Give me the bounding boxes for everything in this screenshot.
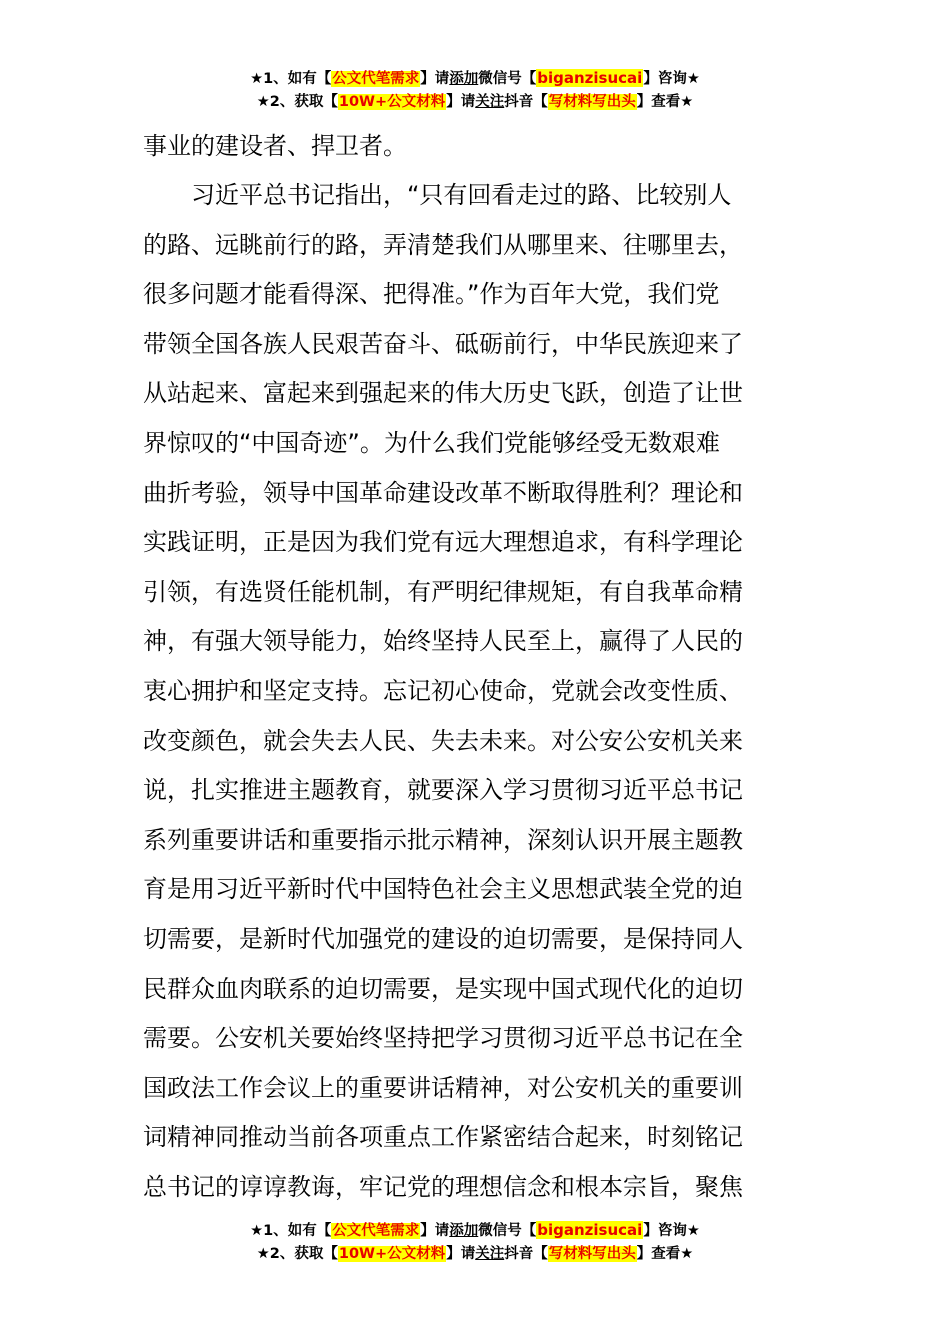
- highlight-writing-service: 公文代笔需求: [332, 1223, 420, 1239]
- banner-line-2: [0, 90, 950, 114]
- text-line: 曲折考验，领导中国革命建设改革不断取得胜利？理论和: [143, 478, 743, 507]
- banner-line-1: [0, 1218, 950, 1242]
- highlight-materials: 10W+公文材料: [338, 1246, 446, 1262]
- highlight-douyin-account: 写材料写出头: [548, 94, 636, 110]
- text-line: 事业的建设者、捍卫者。: [143, 132, 407, 160]
- banner-text: 抖音【: [504, 94, 548, 110]
- text-line: 需要。公安机关要始终坚持把学习贯彻习近平总书记在全: [143, 1024, 743, 1053]
- text-line: 国政法工作会议上的重要讲话精神，对公安机关的重要训: [143, 1073, 743, 1102]
- text-line: 引领，有选贤任能机制，有严明纪律规矩，有自我革命精: [143, 577, 743, 606]
- text-line: 从站起来、富起来到强起来的伟大历史飞跃，创造了让世: [143, 379, 743, 408]
- banner-line-1: [0, 66, 950, 90]
- text-line: 育是用习近平新时代中国特色社会主义思想武装全党的迫: [143, 875, 743, 904]
- banner-text: 微信号【: [478, 1223, 537, 1239]
- header-banner: [0, 66, 950, 114]
- banner-text: ★1、如有【: [250, 71, 332, 87]
- banner-text: 】查看★: [636, 1246, 694, 1262]
- footer-banner: [0, 1218, 950, 1266]
- text-line: 总书记的谆谆教诲，牢记党的理想信念和根本宗旨，聚焦: [143, 1172, 743, 1201]
- banner-text: ★1、如有【: [250, 1223, 332, 1239]
- text-line: 切需要，是新时代加强党的建设的迫切需要，是保持同人: [143, 924, 743, 953]
- highlight-wechat-id: biganzisucai: [537, 69, 643, 87]
- banner-text: ★2、获取【: [256, 1246, 338, 1262]
- banner-text: 微信号【: [478, 71, 537, 87]
- text-line: 习近平总书记指出，“只有回看走过的路、比较别人: [143, 181, 732, 209]
- text-line: 系列重要讲话和重要指示批示精神，深刻认识开展主题教: [143, 825, 743, 854]
- banner-text: 】请: [446, 1246, 476, 1262]
- text-line: 界惊叹的“中国奇迹”。为什么我们党能够经受无数艰难: [143, 428, 720, 457]
- text-line: 实践证明，正是因为我们党有远大理想追求，有科学理论: [143, 528, 743, 557]
- text-line: 的路、远眺前行的路，弄清楚我们从哪里来、往哪里去，: [143, 230, 743, 259]
- text-line: 衷心拥护和坚定支持。忘记初心使命，党就会改变性质、: [143, 676, 743, 705]
- banner-emphasis: 添加: [449, 71, 479, 87]
- body-paragraph-continuation: [143, 122, 807, 172]
- banner-text: 】咨询★: [643, 71, 700, 87]
- text-line: 改变颜色，就会失去人民、失去未来。对公安公安机关来: [143, 726, 743, 755]
- banner-emphasis: 添加: [449, 1223, 479, 1239]
- banner-text: 】请: [420, 1223, 450, 1239]
- text-line: 带领全国各族人民艰苦奋斗、砥砺前行，中华民族迎来了: [143, 329, 743, 358]
- banner-text: 】查看★: [636, 94, 694, 110]
- banner-text: 】咨询★: [643, 1223, 700, 1239]
- highlight-writing-service: 公文代笔需求: [332, 71, 420, 87]
- banner-line-2: [0, 1242, 950, 1266]
- banner-emphasis: 关注: [475, 94, 505, 110]
- body-paragraph: [143, 171, 807, 1212]
- banner-emphasis: 关注: [475, 1246, 505, 1262]
- text-line: 说，扎实推进主题教育，就要深入学习贯彻习近平总书记: [143, 776, 743, 805]
- highlight-wechat-id: biganzisucai: [537, 1221, 643, 1239]
- banner-text: ★2、获取【: [256, 94, 338, 110]
- banner-text: 抖音【: [504, 1246, 548, 1262]
- banner-text: 】请: [446, 94, 476, 110]
- text-line: 词精神同推动当前各项重点工作紧密结合起来，时刻铭记: [143, 1123, 743, 1152]
- text-line: 神，有强大领导能力，始终坚持人民至上，赢得了人民的: [143, 627, 743, 656]
- highlight-materials: 10W+公文材料: [338, 94, 446, 110]
- text-line: 很多问题才能看得深、把得准。”作为百年大党，我们党: [143, 280, 720, 309]
- banner-text: 】请: [420, 71, 450, 87]
- text-line: 民群众血肉联系的迫切需要，是实现中国式现代化的迫切: [143, 974, 743, 1003]
- highlight-douyin-account: 写材料写出头: [548, 1246, 636, 1262]
